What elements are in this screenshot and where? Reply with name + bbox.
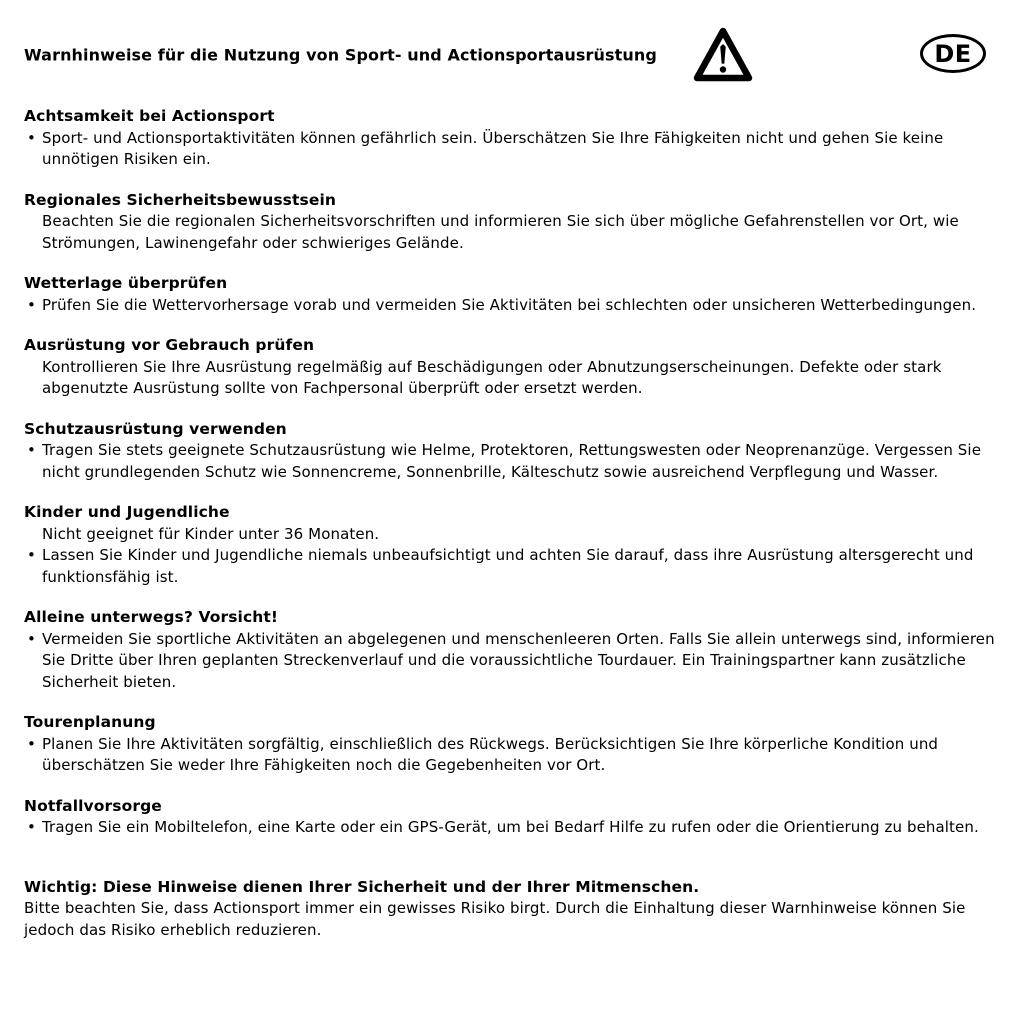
section-heading: Alleine unterwegs? Vorsicht! bbox=[24, 608, 279, 626]
bullet-item: • Sport- und Actionsportaktivitäten können gefährlich sein. Überschätzen Sie Ihre Fähigkeiten nicht und gehen Sie keine unnötigen Risiken ein. bbox=[24, 128, 1004, 171]
warning-section bbox=[24, 607, 1004, 693]
warning-section bbox=[24, 190, 1004, 255]
bullet-item: • Vermeiden Sie sportliche Aktivitäten an abgelegenen und menschenleeren Orten. Falls Sie allein unterwegs sind, informieren Sie Dritte über Ihren geplanten Streckenverlauf und die voraussichtliche Tourdauer. Ein Trainingspartner kann zusätzliche Sicherheit bieten. bbox=[24, 629, 1004, 694]
bullet-item: • Lassen Sie Kinder und Jugendliche niemals unbeaufsichtigt und achten Sie darauf, dass ihre Ausrüstung altersgerecht und funktionsfähig ist. bbox=[24, 545, 1004, 588]
warning-section bbox=[24, 502, 1004, 588]
document-body bbox=[24, 106, 1004, 839]
footer-heading: Wichtig: Diese Hinweise dienen Ihrer Sicherheit und der Ihrer Mitmenschen. bbox=[24, 877, 700, 896]
warning-section bbox=[24, 419, 1004, 484]
section-heading: Regionales Sicherheitsbewusstsein bbox=[24, 190, 337, 209]
bullet-item: • Tragen Sie stets geeignete Schutzausrüstung wie Helme, Protektoren, Rettungswesten oder Neoprenanzüge. Vergessen Sie nicht grundlegenden Schutz wie Sonnencreme, Sonnenbrille, Kälteschutz sowie ausreichend Verpflegung und Wasser. bbox=[24, 440, 1004, 483]
section-heading: Schutzausrüstung verwenden bbox=[24, 419, 287, 438]
section-heading: Achtsamkeit bei Actionsport bbox=[24, 107, 275, 125]
document-header bbox=[24, 24, 1004, 86]
text-item: Nicht geeignet für Kinder unter 36 Monaten. bbox=[42, 524, 380, 543]
bullet-item: • Tragen Sie ein Mobiltelefon, eine Karte oder ein GPS-Gerät, um bei Bedarf Hilfe zu rufen oder die Orientierung zu behalten. bbox=[24, 817, 1004, 839]
text-item: Beachten Sie die regionalen Sicherheitsvorschriften und informieren Sie sich über mögliche Gefahrenstellen vor Ort, wie Strömungen, Lawinengefahr oder schwieriges Gelände. bbox=[42, 212, 959, 252]
section-heading: Wetterlage überprüfen bbox=[24, 274, 228, 292]
section-heading: Notfallvorsorge bbox=[24, 796, 162, 815]
section-heading: Ausrüstung vor Gebrauch prüfen bbox=[24, 336, 315, 354]
document-footer bbox=[24, 877, 1004, 942]
warning-section bbox=[24, 273, 1004, 316]
footer-text: Bitte beachten Sie, dass Actionsport immer ein gewisses Risiko birgt. Durch die Einhaltung dieser Warnhinweise können Sie jedoch das Risiko erheblich reduzieren. bbox=[24, 899, 966, 939]
warning-section bbox=[24, 796, 1004, 839]
warning-triangle-icon bbox=[692, 24, 754, 86]
warning-section bbox=[24, 712, 1004, 777]
section-heading: Tourenplanung bbox=[24, 713, 156, 731]
warning-section bbox=[24, 106, 1004, 171]
bullet-item: • Prüfen Sie die Wettervorhersage vorab und vermeiden Sie Aktivitäten bei schlechten oder unsicheren Wetterbedingungen. bbox=[24, 295, 1004, 317]
language-badge bbox=[920, 34, 986, 73]
bullet-item: • Planen Sie Ihre Aktivitäten sorgfältig, einschließlich des Rückwegs. Berücksichtigen Sie Ihre körperliche Kondition und überschätzen Sie weder Ihre Fähigkeiten noch die Gegebenheiten vor Ort. bbox=[24, 734, 1004, 777]
page-title: Warnhinweise für die Nutzung von Sport- und Actionsportausrüstung bbox=[24, 45, 657, 65]
warning-section bbox=[24, 335, 1004, 400]
section-heading: Kinder und Jugendliche bbox=[24, 503, 230, 521]
text-item: Kontrollieren Sie Ihre Ausrüstung regelmäßig auf Beschädigungen oder Abnutzungserscheinungen. Defekte oder stark abgenutzte Ausrüstung sollte von Fachpersonal überprüft oder ersetzt werden. bbox=[42, 357, 942, 397]
language-badge-label: DE bbox=[934, 39, 972, 68]
